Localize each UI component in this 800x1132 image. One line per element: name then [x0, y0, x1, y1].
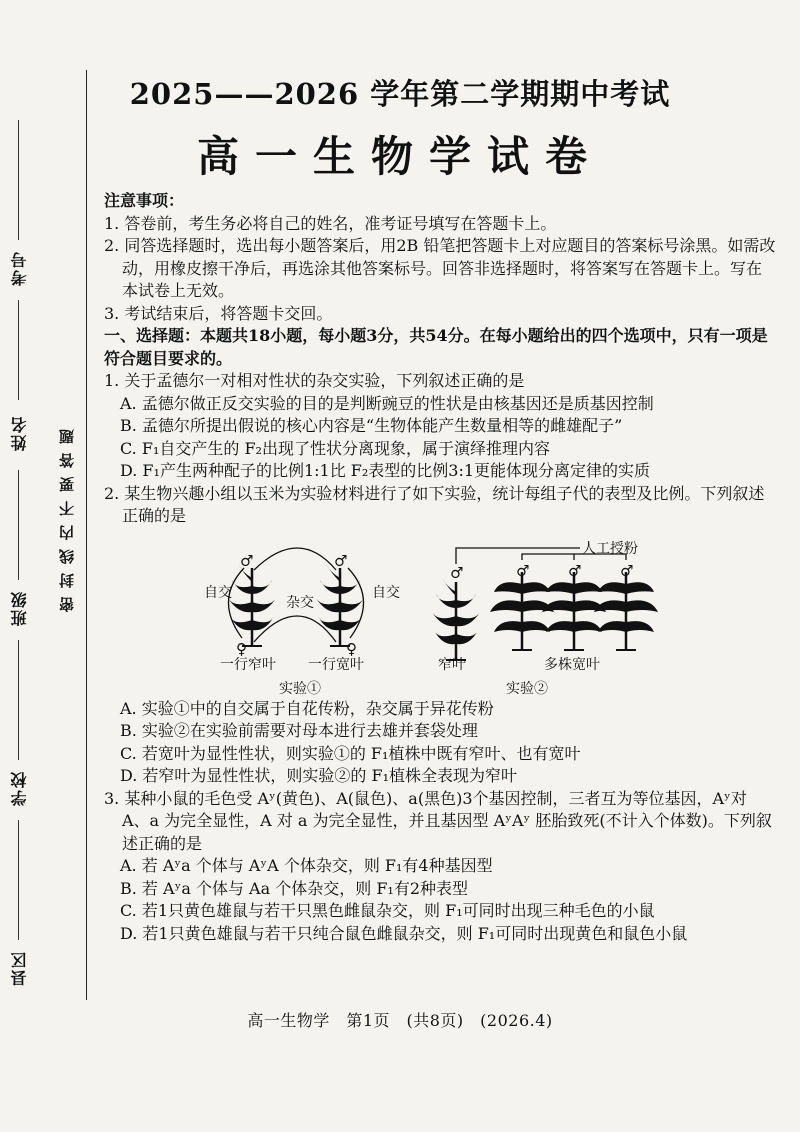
q2-option-c: C. 若宽叶为显性性状，则实验①的 F₁植株中既有窄叶、也有宽叶 [120, 743, 581, 763]
binding-line [86, 70, 87, 1000]
male-symbol: ♂ [240, 551, 254, 570]
female-symbol: ♀ [236, 639, 247, 658]
side-field-line [18, 640, 19, 760]
q3-option-d: D. 若1只黄色雄鼠与若干只纯合鼠色雌鼠杂交，则 F₁可同时出现黄色和鼠色小鼠 [120, 923, 688, 943]
q2-option-a: A. 实验①中的自交属于自花传粉，杂交属于异花传粉 [120, 698, 494, 718]
side-field-xianqu: 县区 [10, 950, 29, 986]
side-field-xuexiao: 学校 [10, 770, 29, 806]
male-symbol: ♂ [620, 561, 634, 580]
question-1-stem: 1. 关于孟德尔一对相对性状的杂交实验，下列叙述正确的是 [104, 371, 525, 390]
notice-item: 2. 同答选择题时，选出每小题答案后，用2B 铅笔把答题卡上对应题目的答案标号涂黑。如需改动，用橡皮擦干净后，再选涂其他答案标号。回答非选择题时，将答案写在答题卡上。写在本试卷上无效。 [104, 236, 776, 300]
q2-option-d: D. 若窄叶为显性性状，则实验②的 F₁植株全表现为窄叶 [120, 766, 518, 785]
q1-option-d: D. F₁产生两种配子的比例1:1比 F₂表型的比例3:1更能体现分离定律的实质 [120, 461, 651, 480]
question-2-stem: 2. 某生物兴趣小组以玉米为实验材料进行了如下实验，统计每组子代的表型及比例。下列叙述正确的是 [104, 483, 765, 525]
cross-label: 杂交 [286, 594, 314, 611]
side-field-banji: 班级 [10, 590, 29, 626]
side-field-line [18, 300, 19, 400]
q3-option-a: A. 若 Aʸa 个体与 AʸA 个体杂交，则 F₁有4种基因型 [120, 856, 493, 875]
exam-body [104, 190, 776, 945]
q3-option-b: B. 若 Aʸa 个体与 Aa 个体杂交，则 F₁有2种表型 [120, 878, 469, 898]
row-wide-label: 一行宽叶 [308, 656, 364, 673]
side-field-kaohao: 考号 [10, 250, 29, 286]
exam-header: 2025——2026 学年第二学期期中考试 [129, 77, 671, 111]
male-symbol: ♂ [568, 561, 582, 580]
notice-item: 3. 考试结束后，将答题卡交回。 [104, 303, 333, 323]
side-field-line [18, 820, 19, 940]
row-narrow-label: 一行窄叶 [220, 656, 276, 673]
q2-option-b: B. 实验②在实验前需要对母本进行去雄并套袋处理 [120, 721, 478, 740]
experiment-2-label: 实验② [506, 680, 548, 697]
multi-wide-leaf-label: 多株宽叶 [544, 656, 600, 673]
q3-option-c: C. 若1只黄色雄鼠与若干只黑色雌鼠杂交，则 F₁可同时出现三种毛色的小鼠 [120, 901, 655, 920]
artificial-pollination-label: 人工授粉 [582, 540, 638, 557]
q1-option-c: C. F₁自交产生的 F₂出现了性状分离现象，属于演绎推理内容 [120, 438, 550, 458]
self-cross-left-label: 自交 [204, 584, 232, 601]
narrow-leaf-label: 窄叶 [438, 656, 466, 673]
notice-heading: 注意事项： [104, 191, 185, 210]
q1-option-b: B. 孟德尔所提出假说的核心内容是“生物体能产生数量相等的雌雄配子” [120, 416, 623, 435]
question-3-stem: 3. 某种小鼠的毛色受 Aʸ(黄色)、A(鼠色)、a(黑色)3个基因控制，三者互为等位基因，Aʸ对 A、a 为完全显性，A 对 a 为完全显性，并且基因型 AʸAʸ 胚胎致死(不计入个体数)。下列叙述正确的是 [104, 788, 772, 853]
experiment-1-label: 实验① [279, 680, 321, 697]
notice-item: 1. 答卷前，考生务必将自己的姓名，准考证号填写在答题卡上。 [104, 213, 557, 233]
section-heading: 一、选择题：本题共18小题，每小题3分，共54分。在每小题给出的四个选项中，只有一项是符合题目要求的。 [104, 326, 768, 368]
side-field-xingming: 姓名 [10, 415, 29, 451]
q1-option-a: A. 孟德尔做正反交实验的目的是判断豌豆的性状是由核基因还是质基因控制 [120, 393, 654, 413]
male-symbol: ♂ [450, 563, 464, 582]
paper-title: 高一生物学试卷 [196, 132, 603, 181]
seal-line-text: 密封线内不要答题 [58, 420, 76, 612]
corn-experiment-figure [104, 530, 776, 698]
page-footer: 高一生物学 第1页 (共8页) (2026.4) [247, 1011, 553, 1030]
self-cross-right-label: 自交 [372, 584, 400, 601]
side-field-line [18, 470, 19, 580]
male-symbol: ♂ [334, 551, 348, 570]
male-symbol: ♂ [516, 561, 530, 580]
female-symbol: ♀ [346, 639, 357, 658]
